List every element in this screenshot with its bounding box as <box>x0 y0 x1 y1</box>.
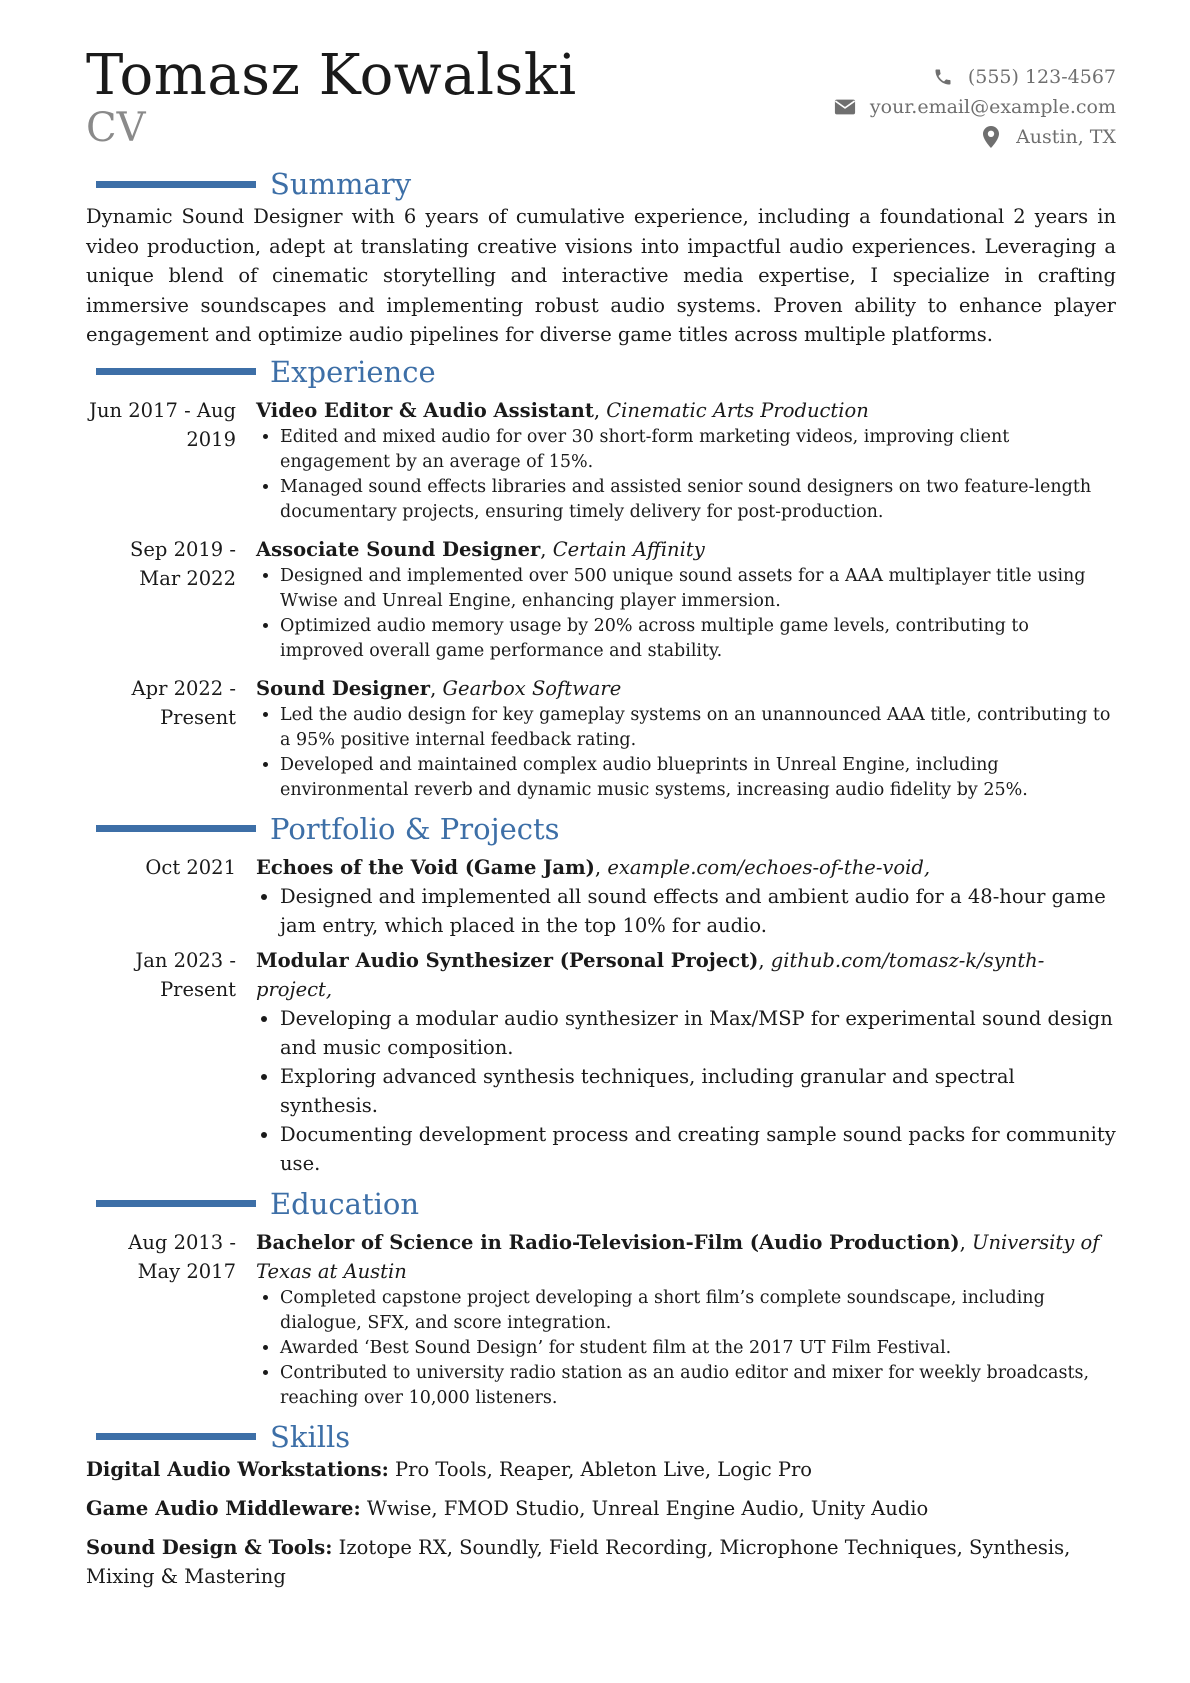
entry-date: Sep 2019 - Mar 2022 <box>130 537 236 590</box>
bullet-item: • Designed and implemented all sound effects and ambient audio for a 48-hour game jam entry, which placed in the top 10% for audio. <box>280 882 1116 940</box>
bullet-item: • Designed and implemented over 500 unique sound assets for a AAA multiplayer title using Wwise and Unreal Engine, enhancing player immersion. <box>280 564 1116 614</box>
contact-email-row <box>834 92 1116 122</box>
entry-title: Sound Designer, Gearbox Software <box>256 676 622 700</box>
section-accent-bar <box>96 368 256 375</box>
skill-value: Pro Tools, Reaper, Ableton Live, Logic Pro <box>395 1457 813 1481</box>
experience-entry <box>86 674 1116 803</box>
contact-location-row <box>834 122 1116 152</box>
entry-body <box>256 1228 1116 1411</box>
bullet-list <box>256 425 1116 525</box>
experience-section <box>86 354 1116 803</box>
skill-row <box>86 1494 1116 1523</box>
email-link[interactable]: your.email@example.com <box>869 96 1116 118</box>
entry-body <box>256 946 1116 1178</box>
document-subtitle: CV <box>86 105 146 151</box>
skill-label: Game Audio Middleware: <box>86 1496 361 1520</box>
entry-title: Echoes of the Void (Game Jam), example.com/echoes-of-the-void, <box>256 855 931 879</box>
project-link[interactable]: example.com/echoes-of-the-void, <box>607 855 931 879</box>
section-title: Experience <box>270 354 436 389</box>
section-title: Skills <box>270 1419 351 1454</box>
bullet-item: • Completed capstone project developing a short film’s complete soundscape, including dialogue, SFX, and score integration. <box>280 1286 1116 1336</box>
bullet-list <box>256 1004 1116 1178</box>
project-name: Modular Audio Synthesizer (Personal Project) <box>256 948 759 972</box>
degree: Bachelor of Science in Radio-Television-Film (Audio Production) <box>256 1230 960 1254</box>
projects-heading <box>86 811 1116 847</box>
bullet-item: • Developed and maintained complex audio blueprints in Unreal Engine, including environmental reverb and dynamic music systems, increasing audio fidelity by 25%. <box>280 753 1116 803</box>
skill-row <box>86 1533 1116 1591</box>
bullet-item: • Documenting development process and creating sample sound packs for community use. <box>280 1120 1116 1178</box>
entry-date: Apr 2022 - Present <box>131 676 236 729</box>
summary-section <box>86 166 1116 350</box>
skill-label: Sound Design & Tools: <box>86 1535 333 1559</box>
map-marker-icon <box>980 126 1002 148</box>
job-role: Video Editor & Audio Assistant <box>256 398 594 422</box>
location-text: Austin, TX <box>1016 126 1116 148</box>
skills-heading <box>86 1419 1116 1455</box>
skill-value: Wwise, FMOD Studio, Unreal Engine Audio, Unity Audio <box>366 1496 929 1520</box>
project-entry <box>86 946 1116 1178</box>
education-heading <box>86 1186 1116 1222</box>
entry-title: Associate Sound Designer, Certain Affinity <box>256 537 705 561</box>
skill-value: Izotope RX, Soundly, Field Recording, Microphone Techniques, Synthesis, Mixing & Mastering <box>86 1535 1071 1588</box>
entry-date: Aug 2013 - May 2017 <box>128 1230 236 1283</box>
phone-icon <box>932 66 954 88</box>
bullet-item: • Exploring advanced synthesis techniques, including granular and spectral synthesis. <box>280 1062 1116 1120</box>
section-accent-bar <box>96 1433 256 1440</box>
employer: Certain Affinity <box>552 537 705 561</box>
section-title: Education <box>270 1186 420 1221</box>
section-accent-bar <box>96 1200 256 1207</box>
section-title: Summary <box>270 167 412 201</box>
bullet-item: • Awarded ‘Best Sound Design’ for student film at the 2017 UT Film Festival. <box>280 1336 1116 1361</box>
bullet-list <box>256 703 1116 803</box>
entry-title: Bachelor of Science in Radio-Television-Film (Audio Production), University of Texas at Austin <box>256 1230 1100 1283</box>
cv-page <box>86 36 1116 1601</box>
project-name: Echoes of the Void (Game Jam) <box>256 855 595 879</box>
section-title: Portfolio & Projects <box>270 811 560 846</box>
section-accent-bar <box>96 825 256 832</box>
bullet-list <box>256 882 1116 940</box>
bullet-item: • Managed sound effects libraries and assisted senior sound designers on two feature-length documentary projects, ensuring timely delivery for post-production. <box>280 475 1116 525</box>
entry-title: Video Editor & Audio Assistant, Cinematic Arts Production <box>256 398 869 422</box>
section-accent-bar <box>96 181 256 188</box>
education-section <box>86 1186 1116 1411</box>
bullet-item: • Optimized audio memory usage by 20% across multiple game levels, contributing to improved overall game performance and stability. <box>280 614 1116 664</box>
entry-body <box>256 535 1116 664</box>
entry-body <box>256 853 1116 940</box>
bullet-item: • Developing a modular audio synthesizer in Max/MSP for experimental sound design and music composition. <box>280 1004 1116 1062</box>
summary-heading <box>86 166 1116 202</box>
bullet-list <box>256 1286 1116 1411</box>
bullet-item: • Led the audio design for key gameplay systems on an unannounced AAA title, contributing to a 95% positive internal feedback rating. <box>280 703 1116 753</box>
projects-section <box>86 811 1116 1178</box>
cv-header <box>86 43 1116 166</box>
job-role: Sound Designer <box>256 676 431 700</box>
entry-body <box>256 396 1116 525</box>
project-entry <box>86 853 1116 940</box>
skills-section <box>86 1419 1116 1591</box>
experience-entry <box>86 396 1116 525</box>
education-entry <box>86 1228 1116 1411</box>
entry-body <box>256 674 1116 803</box>
experience-entry <box>86 535 1116 664</box>
employer: Gearbox Software <box>442 676 622 700</box>
job-role: Associate Sound Designer <box>256 537 541 561</box>
entry-date: Jan 2023 - Present <box>135 948 236 1001</box>
skill-label: Digital Audio Workstations: <box>86 1457 389 1481</box>
skill-row <box>86 1455 1116 1484</box>
envelope-icon <box>834 96 856 118</box>
bullet-item: • Edited and mixed audio for over 30 short-form marketing videos, improving client engagement by an average of 15%. <box>280 425 1116 475</box>
summary-text: Dynamic Sound Designer with 6 years of cumulative experience, including a foundational 2 years in video production, adept at translating creative visions into impactful audio experiences. Leveraging a unique blend of cinematic storytelling and interactive media expertise, I specialize in crafting immersive soundscapes and implementing robust audio systems. Proven ability to enhance player engagement and optimize audio pipelines for diverse game titles across multiple platforms. <box>86 205 1116 346</box>
employer: Cinematic Arts Production <box>606 398 869 422</box>
entry-date: Oct 2021 <box>145 855 236 879</box>
contact-block <box>834 62 1116 152</box>
bullet-item: • Contributed to university radio station as an audio editor and mixer for weekly broadcasts, reaching over 10,000 listeners. <box>280 1361 1116 1411</box>
candidate-name: Tomasz Kowalski <box>86 43 577 108</box>
contact-phone-row <box>834 62 1116 92</box>
school: University of Texas at Austin <box>256 1230 1100 1283</box>
project-link[interactable]: github.com/tomasz-k/synth-project, <box>256 948 1045 1001</box>
entry-title: Modular Audio Synthesizer (Personal Project), github.com/tomasz-k/synth-project, <box>256 948 1045 1001</box>
experience-heading <box>86 354 1116 390</box>
entry-date: Jun 2017 - Aug 2019 <box>89 398 236 451</box>
phone-text: (555) 123-4567 <box>967 66 1116 88</box>
bullet-list <box>256 564 1116 664</box>
